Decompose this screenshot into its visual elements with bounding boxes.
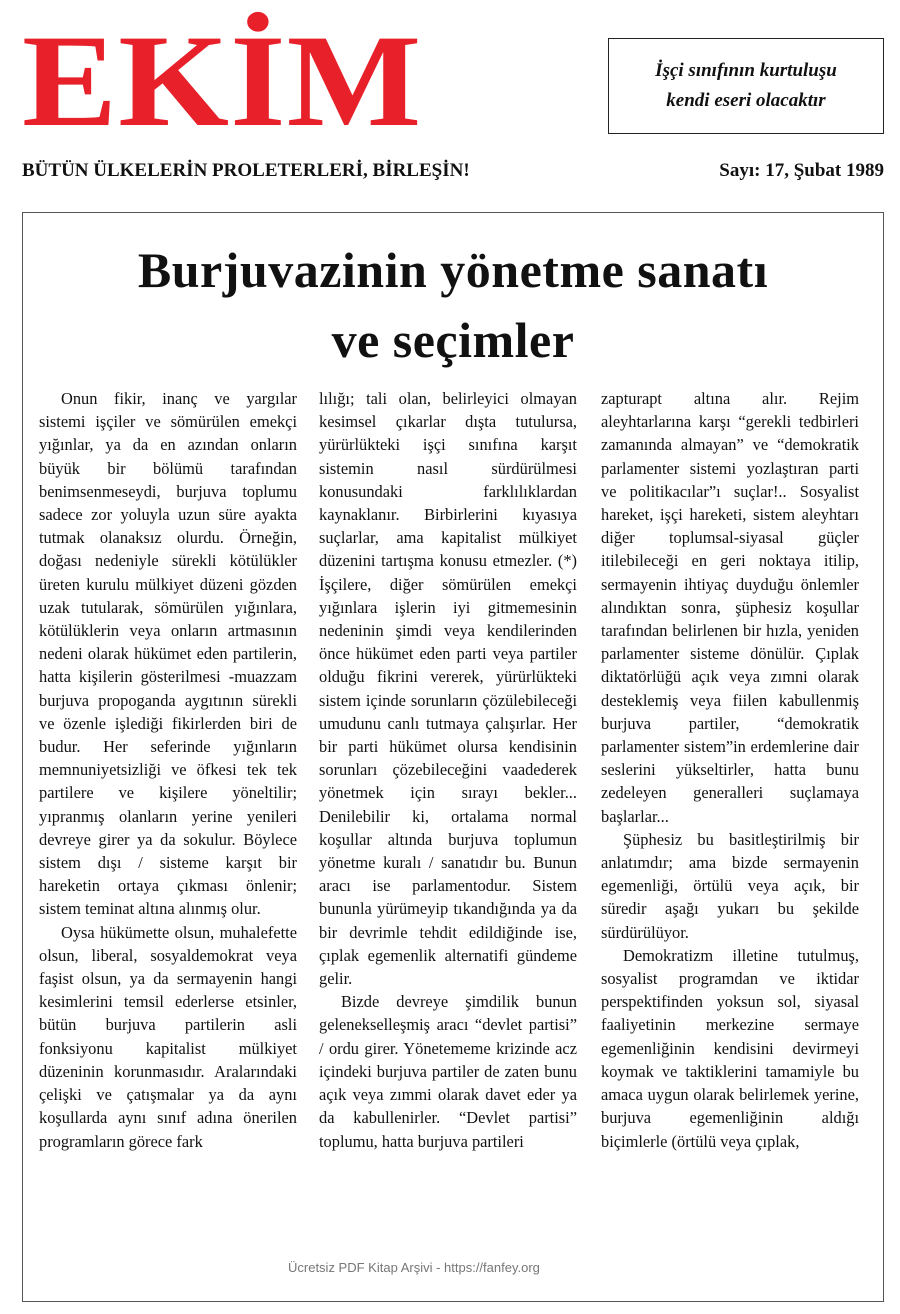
motto-line-1: İşçi sınıfının kurtuluşu — [655, 60, 837, 81]
motto-box — [608, 38, 884, 134]
paragraph: Oysa hükümette olsun, muhalefette olsun, liberal, sosyaldemokrat veya faşist olsun, ya da sermayenin hangi kesimlerini temsil ederlerse etsinler, bütün burjuva partilerin asli fonksiyonu kapitalist mülkiyet düzeninin korunmasıdır. Aralarındaki çelişki ve çatışmalar ya da aynı koşullarda aynı sınıf adına önerilen programların görece fark — [39, 922, 297, 1151]
article-column-2 — [319, 387, 577, 1153]
ekim-logo: EKİM — [22, 7, 423, 154]
watermark-text: Ücretsiz PDF Kitap Arşivi - https://fanfey.org — [288, 1260, 540, 1275]
article-column-1 — [39, 387, 297, 1153]
paragraph: lılığı; tali olan, belirleyici olmayan kesimsel çıkarlar dışta tutulursa, yürürlükteki işçi sınıfına karşıt sistemin nasıl sürdürülmesi konusundaki farklılıklardan kaynaklanır. Birbirlerini kıyasıya suçlarlar, ama kapitalist mülkiyet düzenini tartışma konusu etmezler. (*) İşçilere, diğer sömürülen emekçi yığınlara işlerin iyi gitmemesinin nedeninin şimdi veya kendilerinden önce hükümet eden parti veya partiler olduğu fikrini vererek, yürürlükteki sistem içinde sorunların çözülebileceği umudunu canlı tutmaya çalışırlar. Her bir parti hükümet olursa kendisinin sorunları çözebileceğini vaadederek yönetmek için sırayı bekler... Denilebilir ki, ortalama normal koşullar altında burjuva toplumun yönetme kuralı / sanatıdır bu. Bunun aracı ise parlamentodur. Sistem bununla yürümeyip tıkandığında ya da bir devrimle tehdit edildiğinde ise, çıplak egemenlik alternatifi gündeme gelir. — [319, 389, 577, 989]
paragraph: Şüphesiz bu basitleştirilmiş bir anlatımdır; ama bizde sermayenin egemenliği, örtülü veya açık, bir süredir aşağı yukarı bu şekilde sürdürülüyor. — [601, 829, 859, 942]
paragraph: zapturapt altına alır. Rejim aleyhtarlarına karşı “gerekli tedbirleri zamanında almayan” ve “demokratik parlamenter sistemi yozlaştıran parti ve politikacılar”ı suçlar!.. Sosyalist hareket, işçi hareketi, sistem aleyhtarı diğer toplumsal-siyasal güçler itilebileceği en geri noktaya itilip, sermayenin ihtiyaç duyduğu önlemler alındıktan sonra, şüphesiz koşullar tarafından belirlenen bir hızla, yeniden parlamenter sisteme dönülür. Çıplak diktatörlüğü açık veya zımni olarak desteklemiş veya fiilen kabullenmiş burjuva partiler, “demokratik parlamenter sistem”in erdemlerine dair seslerini yükseltirler, hatta bunu zedeleyen generalleri suçlamaya başlarlar... — [601, 389, 859, 826]
slogan: BÜTÜN ÜLKELERİN PROLETERLERİ, BİRLEŞİN! — [22, 160, 470, 181]
motto-line-2: kendi eseri olacaktır — [666, 90, 826, 111]
title-line-1: Burjuvazinin yönetme sanatı — [137, 242, 769, 298]
article-column-3 — [601, 387, 859, 1153]
paragraph: Demokratizm illetine tutulmuş, sosyalist programdan ve iktidar perspektifinden yoksun sol, siyasal faaliyetinin merkezine sermaye egemenliğinin kendisini devirmeyi koymak ve taktiklerini tamamiyle bu amaca uygun olarak belirlemek yerine, burjuva egemenliğinin aldığı biçimlerle (örtülü veya çıplak, — [601, 945, 859, 1151]
paragraph: Onun fikir, inanç ve yargılar sistemi işçiler ve sömürülen emekçi yığınlar, ya da en azından onların büyük bir bölümü tarafından benimsenmeseydi, burjuva toplumu sadece zor yoluyla uzun süre ayakta tutmak olanaksız olurdu. Örneğin, doğası nedeniyle sürekli kötülükler üreten kurulu mülkiyet düzeni gözden uzak tutularak, sömürülen yığınlara, kötülüklerin veya onların artmasının nedeni olarak hükümet eden partilerin, hatta kişilerin gösterilmesi -muazzam burjuva propoganda aygıtının sürekli ve özenle işlediği fikirlerden biri de budur. Her seferinde yığınların memnuniyetsizliği ve öfkesi tek tek partilere ve kişilere yöneltilir; yıpranmış olanların yerine yenileri devreye girer ya da sokulur. Böylece sistem dışı / sisteme karşıt bir hareketin ortaya çıkması önlenir; sistem teminat altına alınmış olur. — [39, 389, 297, 919]
article-title — [23, 235, 883, 375]
masthead-bar — [22, 160, 884, 182]
title-line-2: ve seçimler — [331, 312, 575, 368]
issue-info: Sayı: 17, Şubat 1989 — [719, 160, 884, 181]
paragraph: Bizde devreye şimdilik bunun gelenekselleşmiş aracı “devlet partisi” / ordu girer. Yönetememe krizinde acz içindeki burjuva partiler de zaten bunu açık veya zımmi olarak davet eder ya da kabullenirler. “Devlet partisi” toplumu, hatta burjuva partileri — [319, 992, 577, 1151]
article-frame — [22, 212, 884, 1302]
